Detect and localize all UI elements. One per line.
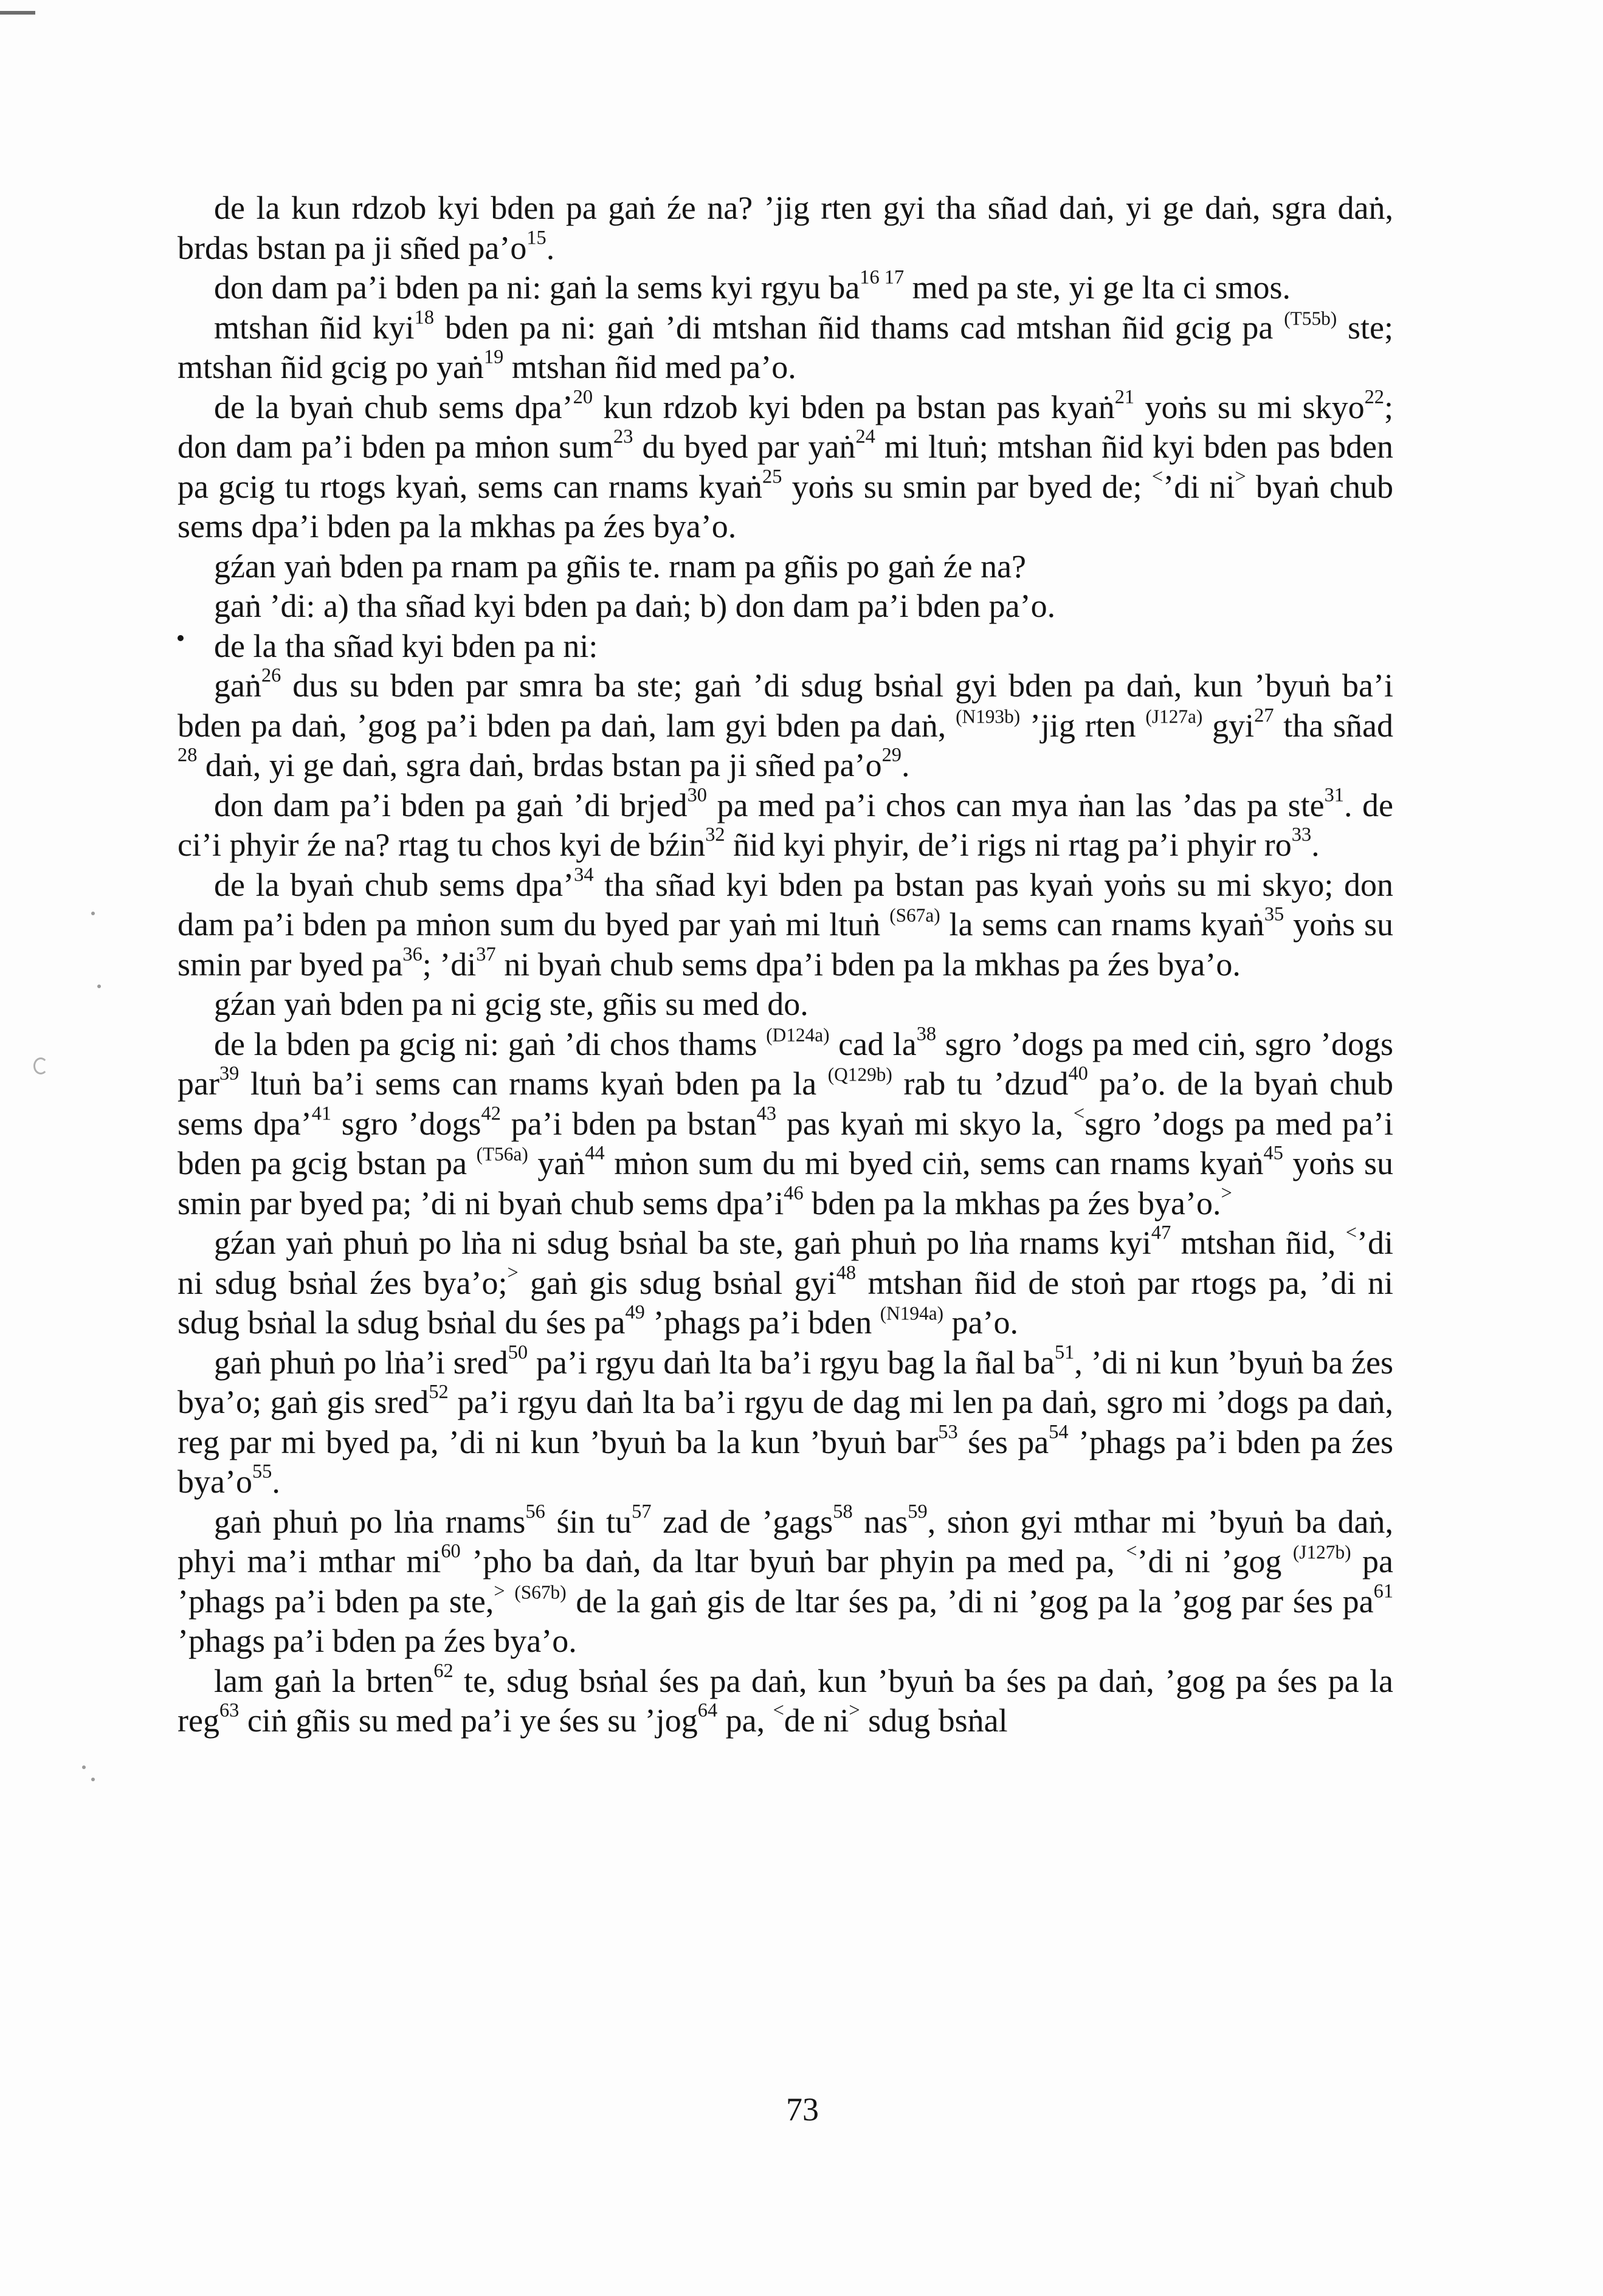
paragraph: de la kun rdzob kyi bden pa gaṅ źe na? ’jig rten gyi tha sñad daṅ, yi ge daṅ, sgra daṅ, brdas bstan pa ji sñed $pa’o^{15}$. <box>178 190 1393 266</box>
paragraph: don dam pa’i bden pa gaṅ ’di brjed$^{30}$ pa med pa’i chos can mya ṅan las ’das pa ste$^{31}$. de ci’i phyir źe na? rtag tu chos kyi de bźin$^{32}$ ñid kyi phyir, de’i rigs ni rtag pa’i phyir $ro^{33}$. <box>178 784 1394 863</box>
paragraph: gźan yaṅ bden pa ni gcig ste, gñis su med do. <box>214 986 808 1022</box>
paragraph: de la byaṅ chub sems dpa’$^{34}$ tha sñad kyi bden pa bstan pas kyaṅ yoṅs su mi skyo; don dam pa’i bden pa mṅon sum du byed par yaṅ mi ltuṅ $^{(S67a)}$ la sems can rnams kyaṅ$^{35}$ yoṅs su smin par byed $pa^{36}$; $’di^{37}$ ni byaṅ chub sems dpa’i bden pa la mkhas pa źes bya’o. <box>178 864 1394 983</box>
margin-speck <box>97 985 101 988</box>
paragraph: de la tha sñad kyi bden pa ni: <box>214 627 598 664</box>
scan-corner-mark <box>0 11 35 15</box>
margin-pencil-mark <box>33 1057 48 1074</box>
paragraph: gźan yaṅ phuṅ po lṅa ni sdug bsṅal ba ste, gaṅ phuṅ po lṅa rnams kyi$^{47}$ mtshan ñid, <’di ni sdug bsṅal źes bya’o;> gaṅ gis sdug bsṅal gyi$^{48}$ mtshan ñid de stoṅ par rtogs pa, ’di ni sdug bsṅal la sdug bsṅal du śes $pa^{49}$ ’phags pa’i bden $^{(N194a)}$ pa’o. <box>178 1222 1393 1341</box>
page-number: 73 <box>786 2091 819 2128</box>
margin-speck <box>82 1765 86 1769</box>
paragraph: gaṅ ’di: a) tha sñad kyi bden pa daṅ; b) don dam pa’i bden pa’o. <box>214 588 1056 624</box>
paragraph: lam gaṅ la brten$^{62}$ te, sdug bsṅal śes pa daṅ, kun ’byuṅ ba śes pa daṅ, ’gog pa śes pa la reg$^{63}$ ciṅ gñis su med pa’i ye śes su ’jog$^{64}$ pa, <de ni> sdug bsṅal <box>178 1660 1394 1739</box>
paragraph: de la bden pa gcig ni: gaṅ ’di chos thams $^{(D124a)}$ cad $la^{38}$ sgro ’dogs pa med ciṅ, sgro ’dogs par$^{39}$ ltuṅ ba’i sems can rnams kyaṅ bden pa la $^{(Q129b)}$ rab tu ’dzud$^{40}$ pa’o. de la byaṅ chub sems dpa’$^{41}$ sgro ’dogs$^{42}$ pa’i bden pa bstan$^{43}$ pas kyaṅ mi skyo la, <sgro ’dogs pa med pa’i bden pa gcig bstan pa $^{(T56a)}$ yaṅ$^{44}$ mṅon sum du mi byed ciṅ, sems can rnams kyaṅ$^{45}$ yoṅs su smin par byed pa; ’di ni byaṅ chub sems $dpa’i^{46}$ bden pa la mkhas pa źes bya’o.> <box>178 1023 1394 1222</box>
bullet-dot-mark <box>178 635 184 641</box>
paragraph: mtshan ñid kyi$^{18}$ bden pa ni: gaṅ ’di mtshan ñid thams cad mtshan ñid gcig pa $^{(T55b)}$ ste; mtshan ñid gcig po yaṅ$^{19}$ mtshan ñid med pa’o. <box>178 306 1393 385</box>
margin-speck <box>91 912 95 915</box>
paragraph: gaṅ$^{26}$ dus su bden par smra ba ste; gaṅ ’di sdug bsṅal gyi bden pa daṅ, kun ’byuṅ ba’i bden pa daṅ, ’gog pa’i bden pa daṅ, lam gyi bden pa daṅ, $^{(N193b)}$ ’jig rten $^{(J127a)}$ gyi$^{27}$ tha sñad $^{28}$ daṅ, yi ge daṅ, sgra daṅ, brdas bstan pa ji sñed $pa’o^{29}$. <box>178 664 1393 783</box>
paragraph: gźan yaṅ bden pa rnam pa gñis te. rnam pa gñis po gaṅ źe na? <box>214 548 1027 585</box>
paragraph: don dam pa’i bden pa ni: gaṅ la sems kyi rgyu $ba^{16 17}$ med pa ste, yi ge lta ci smos. <box>214 266 1291 306</box>
margin-speck <box>91 1778 95 1781</box>
paragraph: de la byaṅ chub sems dpa’$^{20}$ kun rdzob kyi bden pa bstan pas kyaṅ$^{21}$ yoṅs su mi skyo$^{22}$; don dam pa’i bden pa mṅon sum$^{23}$ du byed par yaṅ$^{24}$ mi ltuṅ; mtshan ñid kyi bden pas bden pa gcig tu rtogs kyaṅ, sems can rnams kyaṅ$^{25}$ yoṅs su smin par byed de; <’di ni> byaṅ chub sems dpa’i bden pa la mkhas pa źes bya’o. <box>178 386 1394 545</box>
body-text <box>178 188 1393 1741</box>
paragraph: gaṅ phuṅ po lṅa’i sred$^{50}$ pa’i rgyu daṅ lta ba’i rgyu bag la ñal $ba^{51}$, ’di ni kun ’byuṅ ba źes bya’o; gaṅ gis sred$^{52}$ pa’i rgyu daṅ lta ba’i rgyu de dag mi len pa daṅ, sgro mi ’dogs pa daṅ, reg par mi byed pa, ’di ni kun ’byuṅ ba la kun ’byuṅ bar$^{53}$ śes $pa^{54}$ ’phags pa’i bden pa źes $bya’o^{55}$. <box>178 1341 1394 1500</box>
paragraph: gaṅ phuṅ po lṅa rnams$^{56}$ śin $tu^{57}$ zad de ’gags$^{58}$ nas$^{59}$, sṅon gyi mthar mi ’byuṅ ba daṅ, phyi ma’i mthar $mi^{60}$ ’pho ba daṅ, da ltar byuṅ bar phyin pa med pa, <’di ni ’gog $^{(J127b)}$ pa ’phags pa’i bden pa ste,> $^{(S67b)}$ de la gaṅ gis de ltar śes pa, ’di ni ’gog pa la ’gog par śes $pa^{61}$ ’phags pa’i bden pa źes bya’o. <box>178 1500 1394 1659</box>
